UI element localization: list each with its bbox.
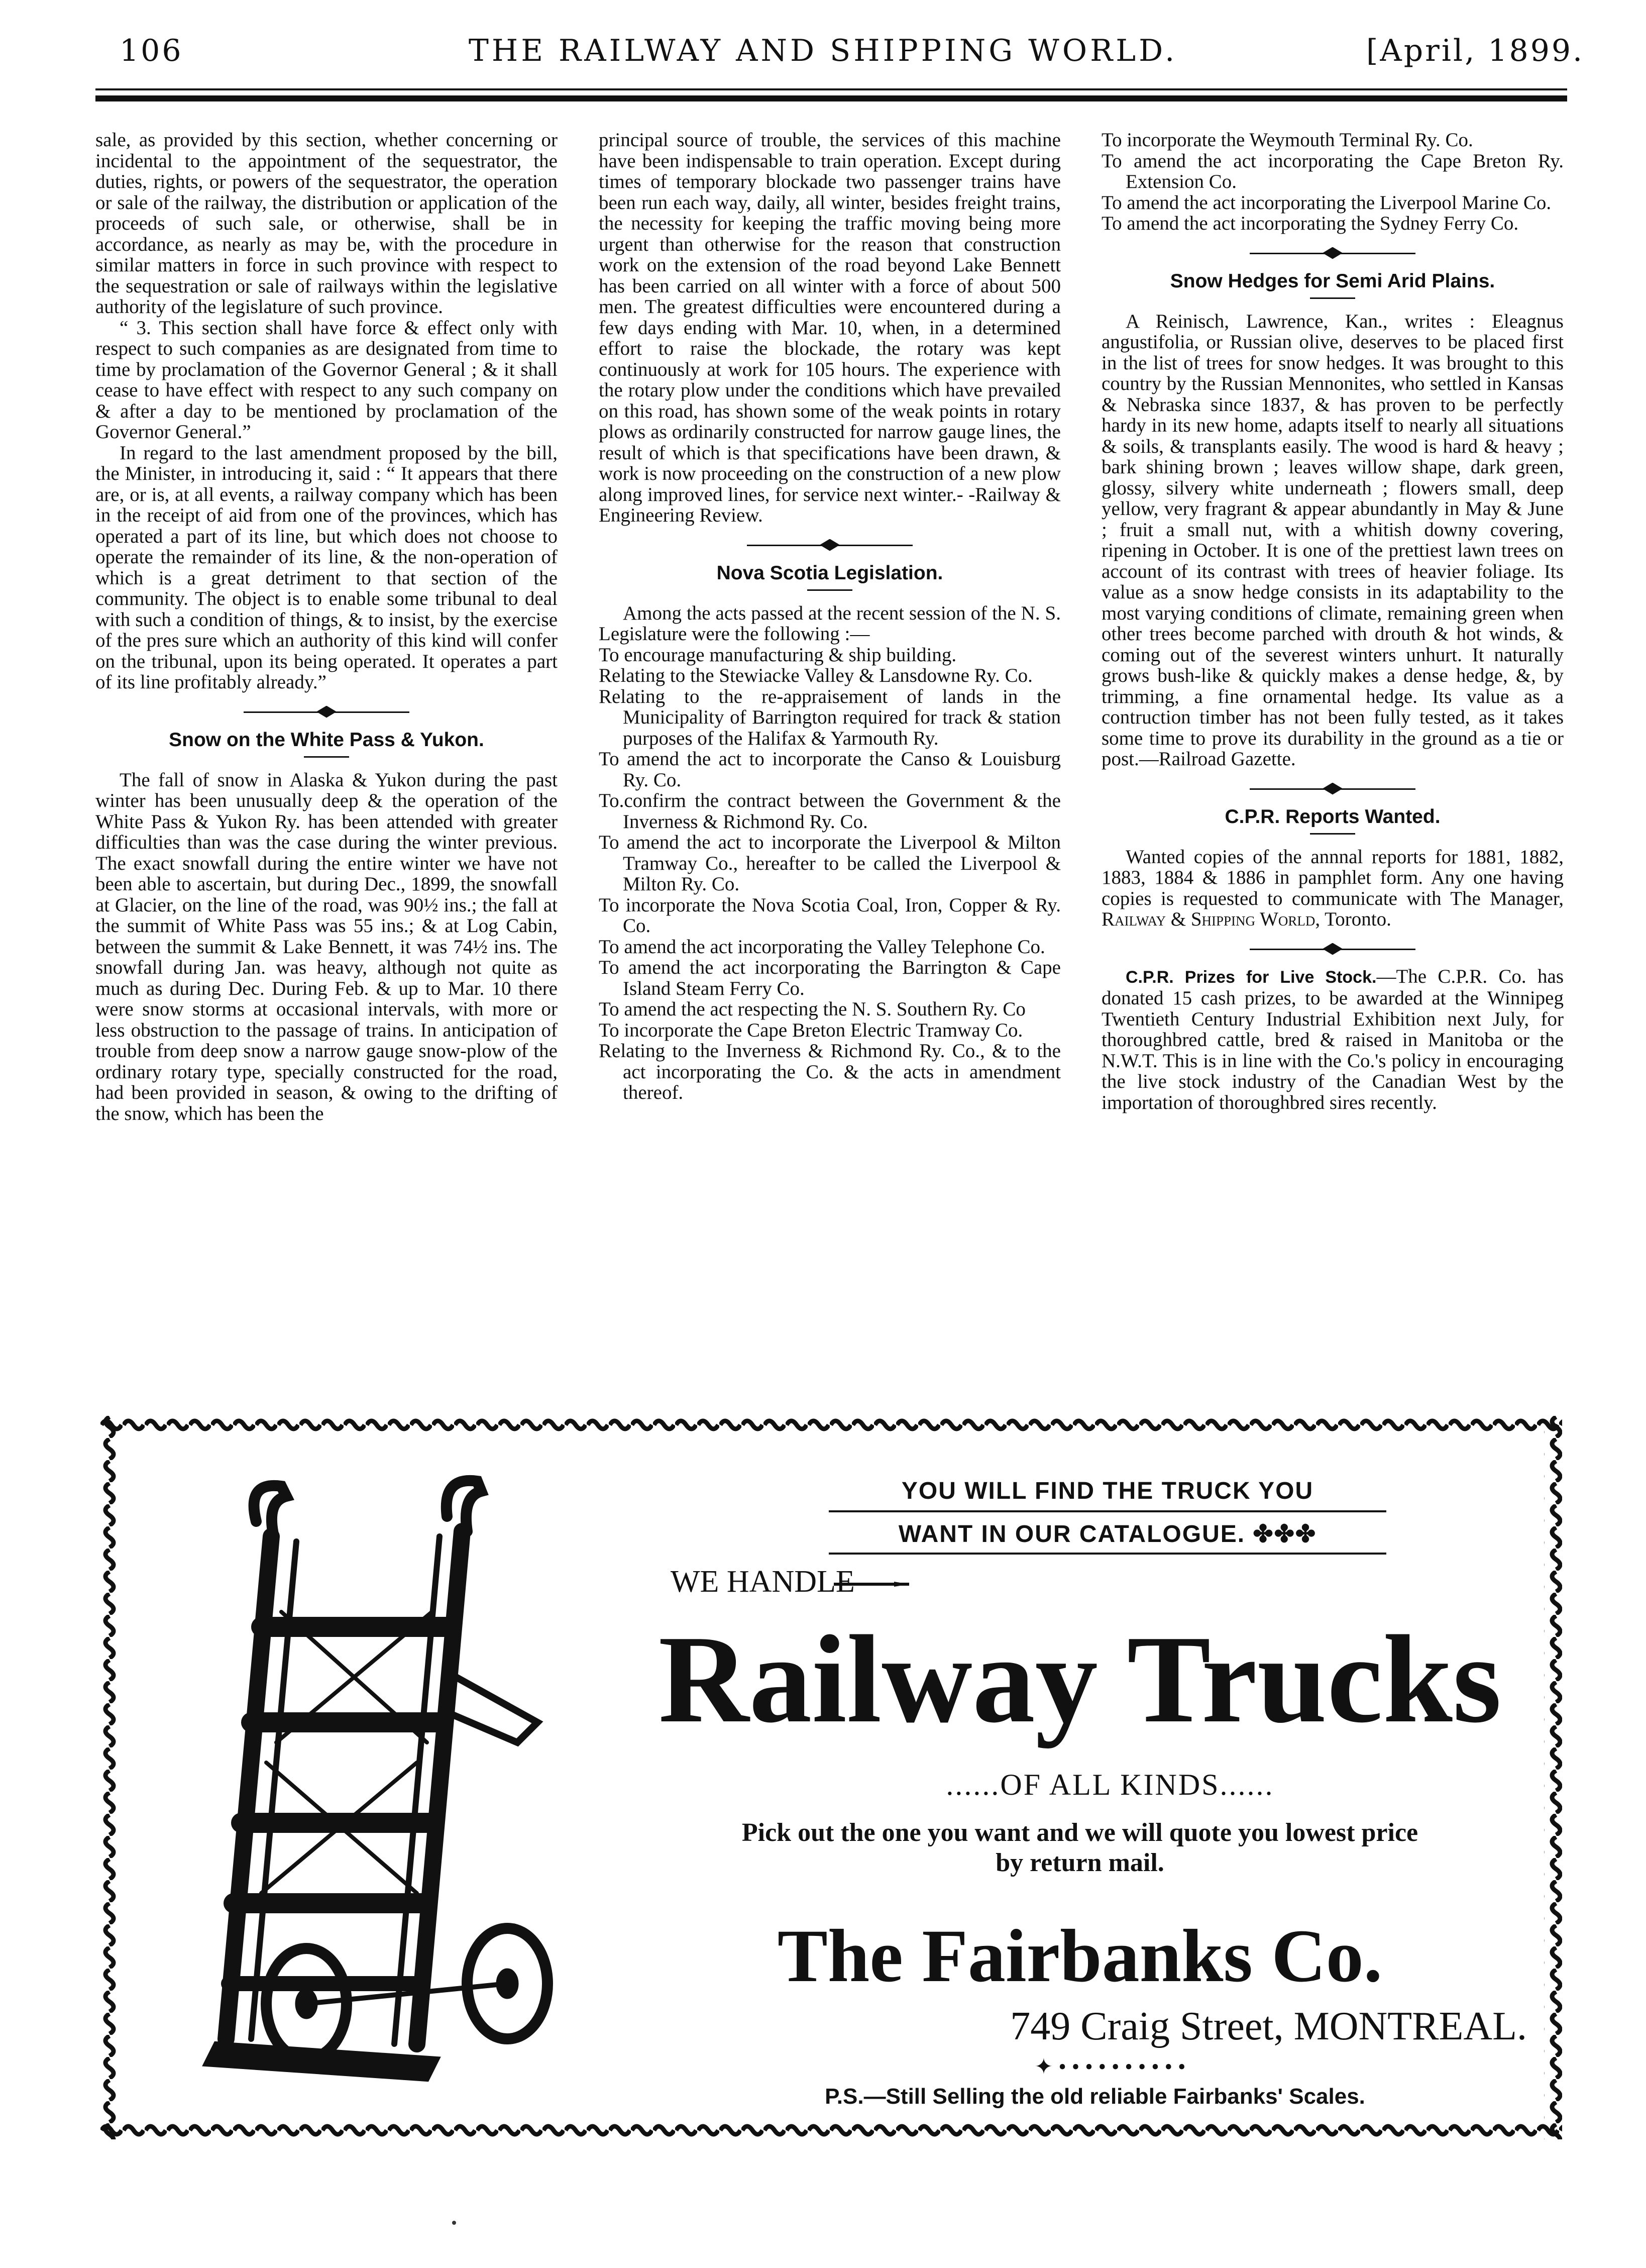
list-item: Relating to the Stewiacke Valley & Lansdowne Ry. Co. [599, 665, 1033, 686]
list-item: Relating to the re-appraisement of lands in the Municipality of Barrington required for track & station purposes of the Halifax & Yarmouth Ry. [599, 685, 1061, 749]
heading-short-rule [1310, 833, 1355, 835]
ad-postscript: P.S.—Still Selling the old reliable Fairbanks' Scales. [825, 2084, 1365, 2109]
list-item: Relating to the Inverness & Richmond Ry. Co., & to the act incorporating the Co. & the acts in amendment thereof. [599, 1040, 1061, 1103]
ad-company-name: The Fairbanks Co. [777, 1914, 1383, 1998]
article-heading-cpr-reports: C.P.R. Reports Wanted. [1225, 805, 1441, 828]
paragraph [1102, 966, 1564, 1113]
page-number: 106 [120, 33, 183, 68]
list-item: To incorporate the Cape Breton Electric Tramway Co. [599, 1019, 1023, 1041]
advertisement-fairbanks [100, 1416, 1562, 2139]
list-item: To amend the act respecting the N. S. Southern Ry. Co [599, 998, 1026, 1020]
article-heading-nova-scotia: Nova Scotia Legislation. [716, 562, 943, 584]
ad-underline [829, 1553, 1386, 1555]
masthead-title: THE RAILWAY AND SHIPPING WORLD. [468, 33, 1178, 68]
section-divider-ornament [1250, 247, 1415, 259]
paragraph: The fall of snow in Alaska & Yukon during the past winter has been unusually deep & the operation of the White Pass & Yukon Ry. has been attended with greater difficulties than was the case during the winter previous. The exact snowfall during the entire winter we have not been able to ascertain, but during Dec., 1899, the snowfall at Glacier, on the line of the road, was 90½ ins.; the fall at the summit of White Pass was 55 ins.; & at Log Cabin, between the summit & Lake Bennett, it was 74½ ins. The snowfall during Jan. was heavy, although not quite as much as during Dec. During Feb. & up to Mar. 10 there were snow storms at occasional intervals, with more or less obstruction to the passage of trains. In anticipation of trouble from deep snow a narrow gauge snow-plow of the ordinary rotary type, specially constructed for the road, had been provided in season, & owing to the drifting of the snow, which has been the [95, 769, 558, 1124]
article-heading-snow-white-pass: Snow on the White Pass & Yukon. [169, 729, 484, 751]
ad-subheadline: ......OF ALL KINDS...... [946, 1768, 1274, 1801]
ad-we-handle: WE HANDLE [671, 1565, 855, 1599]
heading-short-rule [807, 589, 852, 591]
publication-name: Railway & Shipping World [1102, 908, 1315, 930]
stray-ink-mark [452, 2221, 456, 2225]
ad-headline: Railway Trucks [658, 1610, 1502, 1749]
issue-date: [April, 1899. [1366, 33, 1585, 68]
list-item: To amend the act to incorporate the Canso & Louisburg Ry. Co. [599, 748, 1061, 791]
ad-offer [653, 1818, 1507, 1878]
paragraph: In regard to the last amendment proposed by the bill, the Minister, in introducing it, said : “ It appears that there are, or is, at all events, a railway company which has been in the receipt of aid from one of the provinces, which has operated a part of its line, but which does not choose to operate the remainder of its line, & the non-operation of which is a great detriment to that section of the community. The object is to enable some tribunal to deal with such a condition of things, & to insist, by the exercise of the pres sure which an authority of this kind will confer on the tribunal, upon its being operated. It operates a part of its line profitably already.” [95, 442, 558, 693]
hand-truck-illustration [166, 1461, 598, 2094]
cpr-text: Wanted copies of the annnal reports for 1881, 1882, 1883, 1884 & 1886 in pamphlet form. Any one having copies is requested to communicate with The Manager, [1102, 846, 1564, 909]
paragraph [1102, 847, 1564, 930]
heading-short-rule [1310, 297, 1355, 299]
ad-tagline-1: YOU WILL FIND THE TRUCK YOU [901, 1478, 1314, 1504]
list-item: To incorporate the Weymouth Terminal Ry. Co. [1102, 129, 1473, 151]
list-item: To amend the act incorporating the Valley Telephone Co. [599, 936, 1045, 958]
ad-dot-ornament: ✦ • • • • • • • • • • [1034, 2054, 1186, 2079]
paragraph: Among the acts passed at the recent session of the N. S. Legislature were the following :— [599, 602, 1061, 645]
prizes-text: —The C.P.R. Co. has donated 15 cash prizes, to be awarded at the Winnipeg Twentieth Century Industrial Exhibition next July, for thoroughbred cattle, bred & raised in Manitoba or the N.W.T. This is in line with the Co.'s policy in encouraging the live stock industry of the Canadian West by the importation of thoroughbred sires recently. [1102, 965, 1564, 1113]
ad-offer-line-2: by return mail. [996, 1848, 1164, 1877]
section-divider-ornament [747, 539, 913, 551]
ad-address: 749 Craig Street, MONTREAL. [1010, 2004, 1527, 2048]
ad-tagline-2: WANT IN OUR CATALOGUE. ✤✤✤ [898, 1521, 1317, 1548]
paragraph: “ 3. This section shall have force & effect only with respect to such companies as are designated from time to time by proclamation of the Governor General ; & it shall cease to have effect with respect to any such company on & after a day to be mentioned by proclamation of the Governor General.” [95, 317, 558, 443]
list-item: To.confirm the contract between the Government & the Inverness & Richmond Ry. Co. [599, 790, 1061, 833]
paragraph: principal source of trouble, the services of this machine have been indispensable to train operation. Except during times of temporary blockade two passenger trains have been run each way, daily, all winter, besides freight trains, the necessity for keeping the traffic moving being more urgent than otherwise for the reason that construction work on the extension of the road beyond Lake Bennett has been carried on all winter with a force of about 500 men. The greatest difficulties were encountered during a few days ending with Mar. 10, when, in a determined effort to raise the blockade, the rotary was kept continuously at work for 105 hours. The experience with the rotary plow under the conditions which have prevailed on this road, has shown some of the weak points in rotary plows as ordinarily constructed for narrow gauge lines, the result of which is that specifications have been drawn, & work is now proceeding on the construction of a new plow along improved lines, for service next winter.- -Railway & Engineering Review. [599, 129, 1061, 526]
column-2 [599, 130, 1061, 1103]
header-rule-thick [95, 95, 1567, 101]
article-heading-snow-hedges: Snow Hedges for Semi Arid Plains. [1170, 270, 1495, 292]
column-3 [1102, 130, 1564, 1113]
section-divider-ornament [1250, 783, 1415, 795]
run-in-heading: C.P.R. Prizes for Live Stock. [1126, 967, 1377, 987]
section-divider-ornament [244, 706, 409, 718]
list-item: To amend the act to incorporate the Liverpool & Milton Tramway Co., hereafter to be called the Liverpool & Milton Ry. Co. [599, 832, 1061, 895]
list-item: To amend the act incorporating the Liverpool Marine Co. [1102, 191, 1552, 214]
ad-offer-line-1: Pick out the one you want and we will quote you lowest price [741, 1818, 1418, 1847]
section-divider-ornament [1250, 943, 1415, 955]
list-item: To incorporate the Nova Scotia Coal, Iron, Copper & Ry. Co. [599, 894, 1061, 937]
cpr-text-end: , Toronto. [1315, 908, 1391, 930]
list-item: To amend the act incorporating the Barrington & Cape Island Steam Ferry Co. [599, 957, 1061, 999]
paragraph: A Reinisch, Lawrence, Kan., writes : Eleagnus angustifolia, or Russian olive, deserves to be placed first in the list of trees for snow hedges. It was brought to this country by the Russian Mennonites, who settled in Kansas & Nebraska since 1837, & has proven to be perfectly hardy in its new home, adapts itself to nearly all situations & soils, & transplants easily. The wood is hard & heavy ; bark shining brown ; leaves willow shape, dark green, glossy, silvery white underneath ; flowers small, deep yellow, very fragrant & appear abundantly in May & June ; fruit a small nut, with a whitish downy covering, ripening in October. It is one of the prettiest lawn trees on account of its contrast with trees of heavier foliage. Its value as a snow hedge consists in its adaptability to the most varying conditions of climate, remaining green when other trees become parched with drouth & hot winds, & coming out of the severest winters unhurt. It naturally grows bush-like & quickly makes a dense hedge, &, by trimming, a fine ornamental hedge. Its value as a contruction timber has not been fully tested, as it takes some time to prove its durability in the ground as a tie or post.—Railroad Gazette. [1102, 310, 1564, 770]
arrow-right-icon [834, 1582, 909, 1587]
list-item: To amend the act incorporating the Sydney Ferry Co. [1102, 213, 1519, 234]
list-item: To encourage manufacturing & ship building. [599, 644, 957, 666]
header-rule-top [95, 88, 1567, 90]
column-1 [95, 130, 558, 1124]
heading-short-rule [304, 756, 349, 758]
list-item: To amend the act incorporating the Cape Breton Ry. Extension Co. [1102, 150, 1564, 192]
paragraph: sale, as provided by this section, whether concerning or incidental to the appointment of the sequestrator, the duties, rights, or powers of the sequestrator, the operation or sale of the railway, the distribution or application of the proceeds of such sale, or otherwise, shall be in accordance, as nearly as may be, with the procedure in similar matters in force in such province with respect to the sequestration or sale of railways within the legislative authority of the legislature of such province. [95, 129, 558, 318]
ad-underline [829, 1510, 1386, 1512]
